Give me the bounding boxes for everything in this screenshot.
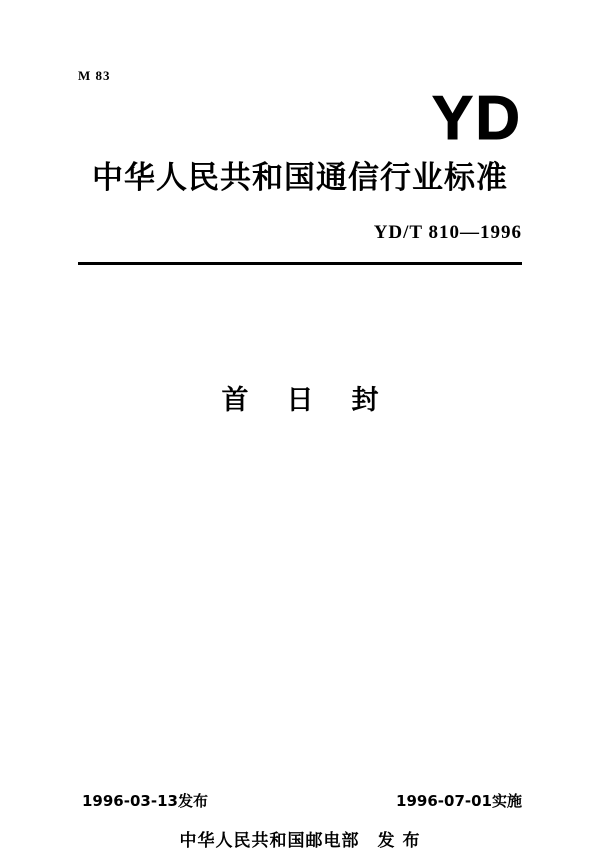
publisher-line: [0, 826, 600, 851]
header-divider: [78, 262, 522, 265]
effective-date: 1996-07-01实施: [396, 792, 522, 810]
page-title: 中华人民共和国通信行业标准: [92, 160, 508, 196]
document-subject-title: 首日封: [221, 385, 417, 416]
publisher-name: 中华人民共和国邮电部: [179, 831, 360, 851]
yd-logo: YD: [431, 84, 522, 153]
issue-date: 1996-03-13发布: [82, 792, 208, 810]
classification-code: M 83: [78, 68, 111, 83]
standard-number: YD/T 810—1996: [373, 222, 522, 243]
publisher-action: 发 布: [377, 831, 421, 851]
